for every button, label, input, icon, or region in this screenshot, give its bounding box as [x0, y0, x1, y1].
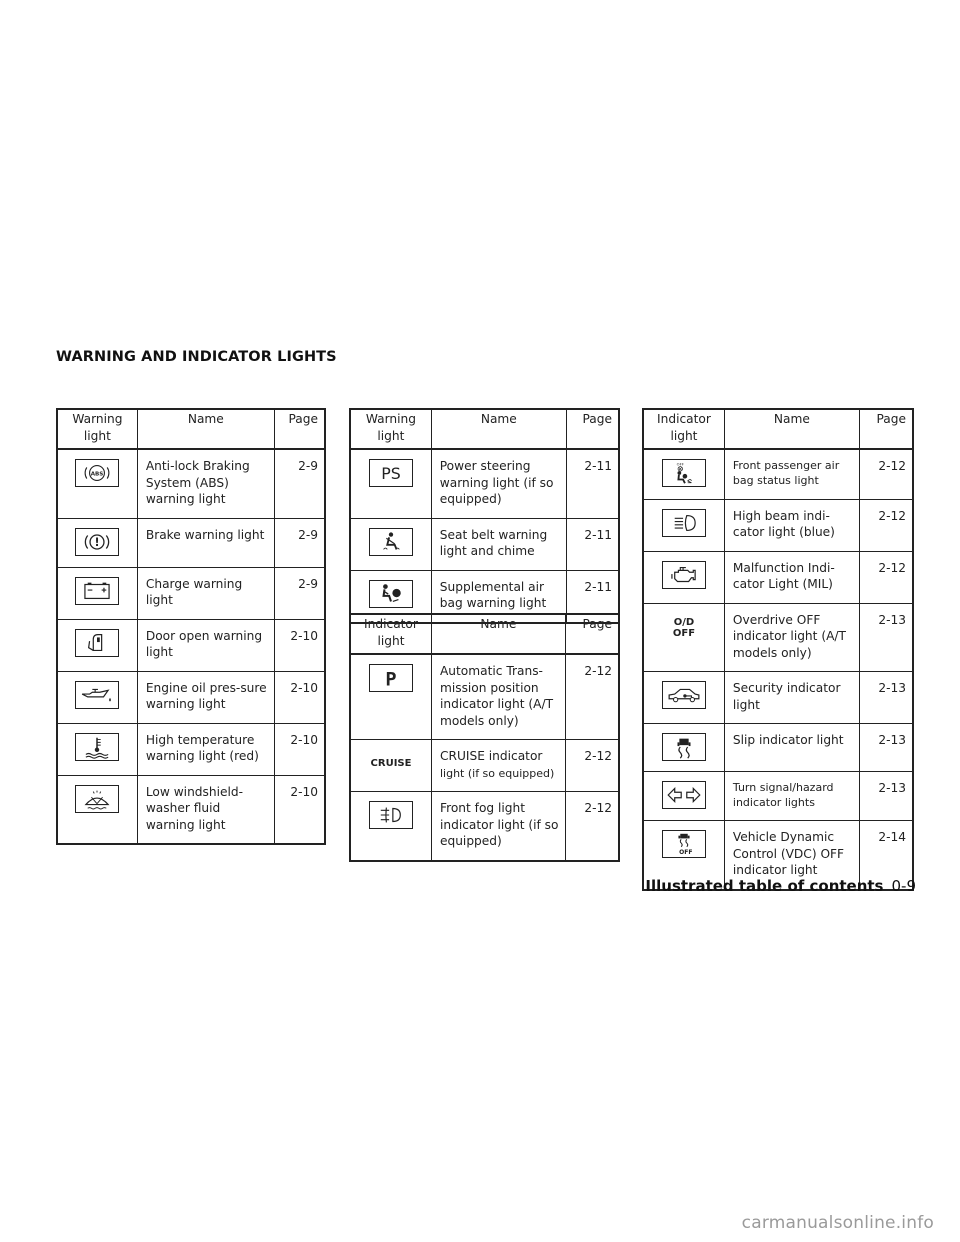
row-page: 2-12 [565, 654, 619, 740]
header-page: Page [566, 409, 619, 449]
row-page: 2-10 [274, 775, 325, 844]
header-icon: Warning light [350, 409, 431, 449]
transmission-position-icon-text: P [385, 669, 397, 691]
row-name: Security indicator light [724, 672, 859, 724]
row-name: Charge warning light [137, 567, 274, 619]
warning-lights-table-2 [349, 408, 620, 624]
table-row [643, 603, 913, 672]
row-page: 2-12 [565, 792, 619, 861]
cruise-icon [369, 749, 413, 777]
table-header [643, 409, 913, 449]
row-name: Turn signal/hazard indicator lights [724, 772, 859, 821]
row-page: 2-13 [859, 724, 913, 772]
transmission-position-icon [369, 664, 413, 692]
table-row [57, 671, 325, 723]
row-page: 2-14 [859, 821, 913, 890]
brake-icon [75, 528, 119, 556]
vdc-off-icon [662, 830, 706, 858]
table-header [350, 614, 619, 654]
row-name: Engine oil pres-sure warning light [137, 671, 274, 723]
footer-title: Illustrated table of contents [645, 877, 884, 895]
table-row [643, 449, 913, 499]
table-row [350, 792, 619, 861]
row-name: Slip indicator light [724, 724, 859, 772]
row-name: Power steering warning light (if so equipped) [431, 449, 566, 518]
warning-lights-table-1 [56, 408, 326, 845]
row-name: Brake warning light [137, 518, 274, 567]
indicator-lights-table-4 [642, 408, 914, 891]
front-fog-icon [369, 801, 413, 829]
row-name: Front passenger air bag status light [724, 449, 859, 499]
battery-icon [75, 577, 119, 605]
row-name: Anti-lock Braking System (ABS) warning light [137, 449, 274, 518]
table-header [57, 409, 325, 449]
table-row [350, 654, 619, 740]
vdc-off-icon-text: OFF [679, 849, 693, 857]
row-name-note: light (if so equipped) [439, 766, 555, 780]
svg-text:OFF: OFF [672, 627, 696, 639]
row-page: 2-12 [565, 740, 619, 792]
header-icon: Indicator light [643, 409, 724, 449]
table-row [350, 740, 619, 792]
page-footer [645, 877, 916, 895]
row-name: Front fog light indicator light (if so equipped) [431, 792, 565, 861]
row-page: 2-13 [859, 603, 913, 672]
row-page: 2-10 [274, 671, 325, 723]
row-page: 2-12 [859, 551, 913, 603]
engine-mil-icon [662, 561, 706, 589]
header-icon: Indicator light [350, 614, 431, 654]
row-name: Low windshield-washer fluid warning light [137, 775, 274, 844]
row-page: 2-9 [274, 518, 325, 567]
slip-icon [662, 733, 706, 761]
row-name: Door open warning light [137, 619, 274, 671]
table-row [350, 449, 619, 518]
header-page: Page [274, 409, 325, 449]
header-name: Name [137, 409, 274, 449]
high-beam-icon [662, 509, 706, 537]
passenger-airbag-icon-text: OFF [676, 462, 684, 467]
header-page: Page [565, 614, 619, 654]
table-row [643, 772, 913, 821]
row-name: Automatic Trans-mission position indicator light (A/T models only) [431, 654, 565, 740]
page-title: WARNING AND INDICATOR LIGHTS [56, 349, 337, 365]
temperature-icon [75, 733, 119, 761]
indicator-lights-table-3 [349, 613, 620, 862]
footer-page-number: 0-9 [891, 877, 916, 895]
table-row [643, 499, 913, 551]
seat-belt-icon [369, 528, 413, 556]
security-icon [662, 681, 706, 709]
passenger-airbag-icon [662, 459, 706, 487]
overdrive-off-icon [662, 613, 706, 641]
row-page: 2-13 [859, 772, 913, 821]
table-row [643, 551, 913, 603]
table-header [350, 409, 619, 449]
row-name: CRUISE indicator [439, 749, 543, 763]
row-name: Seat belt warning light and chime [431, 518, 566, 570]
row-page: 2-12 [859, 449, 913, 499]
table-row [350, 518, 619, 570]
row-page: 2-13 [859, 672, 913, 724]
row-page: 2-9 [274, 567, 325, 619]
table-row [57, 518, 325, 567]
table-row [57, 723, 325, 775]
table-row [57, 775, 325, 844]
turn-signal-icon [662, 781, 706, 809]
power-steering-icon-text: PS [381, 464, 401, 484]
oil-pressure-icon [75, 681, 119, 709]
row-page: 2-10 [274, 723, 325, 775]
row-name: Malfunction Indi-cator Light (MIL) [724, 551, 859, 603]
table-row [57, 567, 325, 619]
row-name: Overdrive OFF indicator light (A/T models only) [724, 603, 859, 672]
header-page: Page [859, 409, 913, 449]
svg-text:O/D: O/D [673, 616, 695, 628]
row-page: 2-11 [566, 518, 619, 570]
header-name: Name [431, 409, 566, 449]
row-page: 2-9 [274, 449, 325, 518]
row-page: 2-10 [274, 619, 325, 671]
row-page: 2-11 [566, 449, 619, 518]
row-name: High temperature warning light (red) [137, 723, 274, 775]
table-row [643, 672, 913, 724]
table-row [643, 724, 913, 772]
svg-text:!: ! [94, 535, 100, 549]
power-steering-icon [369, 459, 413, 487]
header-name: Name [431, 614, 565, 654]
airbag-icon [369, 580, 413, 608]
header-name: Name [724, 409, 859, 449]
header-icon: Warning light [57, 409, 137, 449]
row-page: 2-12 [859, 499, 913, 551]
door-open-icon [75, 629, 119, 657]
table-row [57, 619, 325, 671]
row-name: Supplemental air bag warning light [431, 570, 566, 623]
cruise-icon-text: CRUISE [370, 758, 412, 769]
row-name: High beam indi-cator light (blue) [724, 499, 859, 551]
svg-text:ABS: ABS [91, 471, 104, 478]
abs-icon [75, 459, 119, 487]
row-page: 2-11 [566, 570, 619, 623]
watermark: carmanualsonline.info [741, 1213, 934, 1233]
row-name: Vehicle Dynamic Control (VDC) OFF indicator light [724, 821, 859, 890]
table-row [57, 449, 325, 518]
washer-fluid-icon [75, 785, 119, 813]
